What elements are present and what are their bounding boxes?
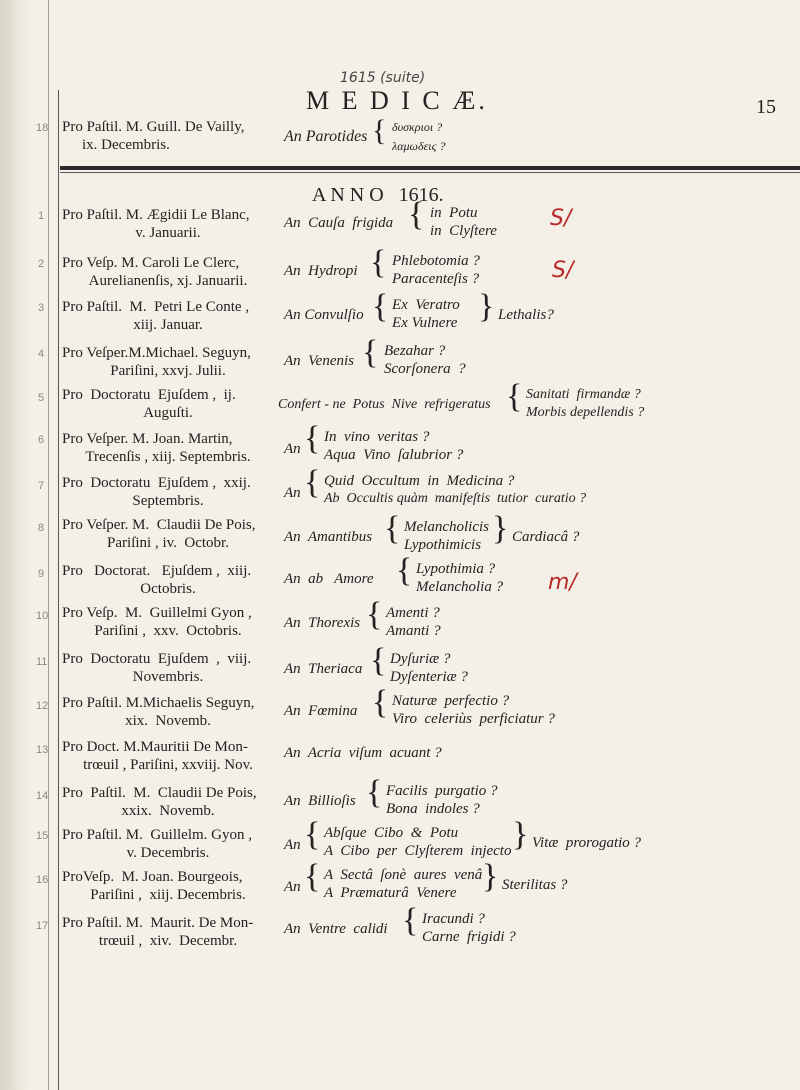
question-option: δυσκριοι ? [392, 120, 443, 134]
brace: { [304, 420, 321, 457]
column-rule [58, 90, 59, 1090]
entry-citation [62, 430, 274, 466]
entry-number: 7 [38, 480, 45, 492]
question-prefix: An [284, 879, 301, 895]
entry-number: 15 [36, 830, 49, 842]
citation-line-1: ProVeſp. M. Joan. Bourgeois, [62, 869, 243, 885]
citation-line-1: Pro Paſtil. M. Petri Le Conte , [62, 299, 250, 315]
entry-number: 14 [36, 790, 49, 802]
question-option: Sanitati firmandæ ? [526, 387, 641, 402]
entry-citation [62, 206, 274, 242]
brace: { [396, 552, 413, 589]
citation-line-2: Trecenſis , xiij. Septembris. [85, 449, 251, 465]
brace: } [482, 858, 499, 895]
header-rule [60, 166, 800, 170]
brace: } [512, 816, 529, 853]
year-heading: A N N O 1616. [312, 184, 444, 206]
page-title: M E D I C Æ. [306, 86, 488, 115]
question-prefix: An [284, 441, 301, 457]
brace: { [372, 114, 387, 147]
brace: { [372, 288, 389, 325]
entry-number: 8 [38, 522, 45, 534]
question-prefix: An [284, 837, 301, 853]
question-prefix: An Parotides [284, 128, 368, 145]
question-prefix: An Cauſa frigida [284, 215, 394, 231]
brace: { [362, 334, 379, 371]
brace: { [304, 858, 321, 895]
handwritten-note: 1615 (suite) [340, 70, 426, 86]
question-option: Dyſenteriæ ? [390, 669, 468, 685]
question-prefix: An Theriaca [284, 661, 363, 677]
question-option: Ex Vulnere [392, 315, 458, 331]
entry-citation [62, 784, 274, 820]
brace: { [408, 196, 425, 233]
entry-number: 10 [36, 610, 49, 622]
citation-line-1: Pro Doctoratu Ejuſdem , viij. [62, 651, 252, 667]
question-option: Bona indoles ? [386, 801, 480, 817]
entry-citation [62, 914, 274, 950]
entry-citation [62, 868, 274, 904]
citation-line-1: Pro Paſtil. M. Claudii De Pois, [62, 785, 257, 801]
question-option: Ab Occultis quàm manifeſtis tutior curatio ? [324, 491, 587, 506]
question-option: Facilis purgatio ? [386, 783, 498, 799]
entry-number: 17 [36, 920, 49, 932]
entry-citation [62, 604, 274, 640]
question-option: A Præmaturâ Venere [324, 885, 457, 901]
entry-citation [62, 738, 274, 774]
citation-line-2: v. Januarii. [135, 225, 201, 241]
question-prefix: An Venenis [284, 353, 354, 369]
question-option: Quid Occultum in Medicina ? [324, 473, 515, 489]
entry-number: 16 [36, 874, 49, 886]
citation-line-1: Pro Paſtil. M. Ægidii Le Blanc, [62, 207, 250, 223]
question-option: Phlebotomia ? [392, 253, 480, 269]
question-prefix: An Fœmina [284, 703, 358, 719]
question-suffix: Sterilitas ? [502, 877, 568, 893]
entry-number: 3 [38, 302, 45, 314]
question-option: Melancholicis [404, 519, 489, 535]
citation-line-1: Pro Veſp. M. Guillelmi Gyon , [62, 605, 252, 621]
brace: { [304, 464, 321, 501]
question-option: Carne frigidi ? [422, 929, 516, 945]
question-prefix: An Thorexis [284, 615, 361, 631]
brace: { [402, 902, 419, 939]
question-option: Scorſonera ? [384, 361, 466, 377]
brace: { [384, 510, 401, 547]
question-option: Melancholia ? [416, 579, 504, 595]
question-prefix: An ab Amore [284, 571, 374, 587]
question-suffix: Lethalis? [498, 307, 554, 323]
citation-line-2: xxix. Novemb. [121, 803, 215, 819]
question-option: in Clyſtere [430, 223, 497, 239]
citation-line-2: Pariſini , xiij. Decembris. [90, 887, 246, 903]
citation-line-1: Pro Doctorat. Ejuſdem , xiij. [62, 563, 252, 579]
brace: { [304, 816, 321, 853]
question-option: Morbis depellendis ? [526, 405, 645, 420]
citation-line-2: v. Decembris. [126, 845, 210, 861]
brace: { [370, 244, 387, 281]
margin-annotation: S/ [550, 206, 572, 231]
citation-line-2: trœuil , xiv. Decembr. [98, 933, 238, 949]
citation-line-2: xix. Novemb. [125, 713, 211, 729]
citation-line-1: Pro Veſp. M. Caroli Le Clerc, [62, 255, 240, 271]
citation-line-2: Octobris. [140, 581, 196, 597]
question-option: Viro celeriùs perficiatur ? [392, 711, 555, 727]
question-prefix: An Amantibus [284, 529, 373, 545]
citation-line-2: Novembris. [132, 669, 204, 685]
question-prefix: An Ventre calidi [284, 921, 388, 937]
brace: { [366, 596, 383, 633]
question-prefix: An Convulſio [284, 307, 364, 323]
question-prefix: Confert - ne Potus Nive refrigeratus [278, 397, 491, 412]
citation-line-1: Pro Veſper. M. Joan. Martin, [62, 431, 233, 447]
citation-line-2: Aurelianenſis, xj. Januarii. [88, 273, 248, 289]
question-option: Amanti ? [386, 623, 441, 639]
entry-citation [62, 344, 274, 380]
brace: { [372, 684, 389, 721]
brace: { [366, 774, 383, 811]
question-option: A Sectâ ſonè aures venâ [324, 867, 483, 883]
citation-line-2: Pariſini , iv. Octobr. [107, 535, 229, 551]
brace: } [492, 510, 509, 547]
question-option: Paracenteſis ? [392, 271, 480, 287]
question-option: Abſque Cibo & Potu [324, 825, 459, 841]
brace: } [478, 288, 495, 325]
question-option: In vino veritas ? [324, 429, 430, 445]
entry-number: 5 [38, 392, 45, 404]
entry-citation [62, 694, 274, 730]
question-option: Iracundi ? [422, 911, 485, 927]
question-option: Ex Veratro [392, 297, 460, 313]
citation-line-2: Pariſini, xxvj. Julii. [110, 363, 226, 379]
citation-line-1: Pro Doctoratu Ejuſdem , xxij. [62, 475, 251, 491]
entry-number: 2 [38, 258, 45, 270]
page-number: 15 [756, 96, 776, 118]
question-prefix: An Acria viſum acuant ? [284, 745, 442, 761]
header-rule-thin [60, 172, 800, 173]
citation-line-1: Pro Paſtil. M. Guill. De Vailly, [62, 119, 245, 135]
question-option: Lypothimia ? [416, 561, 496, 577]
entry-number: 18 [36, 122, 49, 134]
citation-line-1: Pro Veſper. M. Claudii De Pois, [62, 517, 256, 533]
citation-line-2: ix. Decembris. [82, 137, 170, 153]
brace: { [506, 378, 523, 415]
citation-line-1: Pro Doctoratu Ejuſdem , ij. [62, 387, 236, 403]
question-option: Dyſuriæ ? [390, 651, 451, 667]
question-prefix: An Billioſis [284, 793, 356, 809]
citation-line-1: Pro Paſtil. M. Guillelm. Gyon , [62, 827, 253, 843]
entry-number: 9 [38, 568, 45, 580]
question-option: Amenti ? [386, 605, 440, 621]
entry-citation [62, 254, 274, 290]
question-suffix: Vitæ prorogatio ? [532, 835, 642, 851]
entry-citation [62, 826, 274, 862]
citation-line-1: Pro Doct. M.Mauritii De Mon- [62, 739, 248, 755]
citation-line-1: Pro Paſtil. M.Michaelis Seguyn, [62, 695, 255, 711]
citation-line-1: Pro Paſtil. M. Maurit. De Mon- [62, 915, 254, 931]
citation-line-1: Pro Veſper.M.Michael. Seguyn, [62, 345, 251, 361]
entry-number: 13 [36, 744, 49, 756]
question-option: A Cibo per Clyſterem injecto [324, 843, 512, 859]
margin-annotation: m/ [548, 570, 577, 595]
entry-number: 1 [38, 210, 45, 222]
entry-number: 12 [36, 700, 49, 712]
citation-line-2: Pariſini , xxv. Octobris. [94, 623, 242, 639]
entry-citation [62, 562, 274, 598]
entry-citation [62, 386, 274, 422]
entry-citation [62, 298, 274, 334]
entry-number: 4 [38, 348, 45, 360]
entry-citation [62, 118, 274, 154]
question-option: in Potu [430, 205, 478, 221]
margin-annotation: S/ [552, 258, 574, 283]
question-suffix: Cardiacâ ? [512, 529, 580, 545]
citation-line-2: Septembris. [132, 493, 204, 509]
question-option: Lypothimicis [404, 537, 482, 553]
brace: { [370, 642, 387, 679]
question-prefix: An [284, 485, 301, 501]
entry-citation [62, 516, 274, 552]
entry-number: 11 [36, 656, 48, 668]
question-option: Naturæ perfectio ? [392, 693, 510, 709]
question-option: λαμωδεις ? [392, 139, 446, 153]
question-option: Bezahar ? [384, 343, 446, 359]
entry-citation [62, 650, 274, 686]
question-option: Aqua Vino ſalubrior ? [324, 447, 464, 463]
question-prefix: An Hydropi [284, 263, 358, 279]
citation-line-2: Auguſti. [143, 405, 193, 421]
entry-citation [62, 474, 274, 510]
entry-number: 6 [38, 434, 45, 446]
page-gutter-shadow [0, 0, 30, 1090]
citation-line-2: xiij. Januar. [133, 317, 203, 333]
citation-line-2: trœuil , Pariſini, xxviij. Nov. [83, 757, 253, 773]
